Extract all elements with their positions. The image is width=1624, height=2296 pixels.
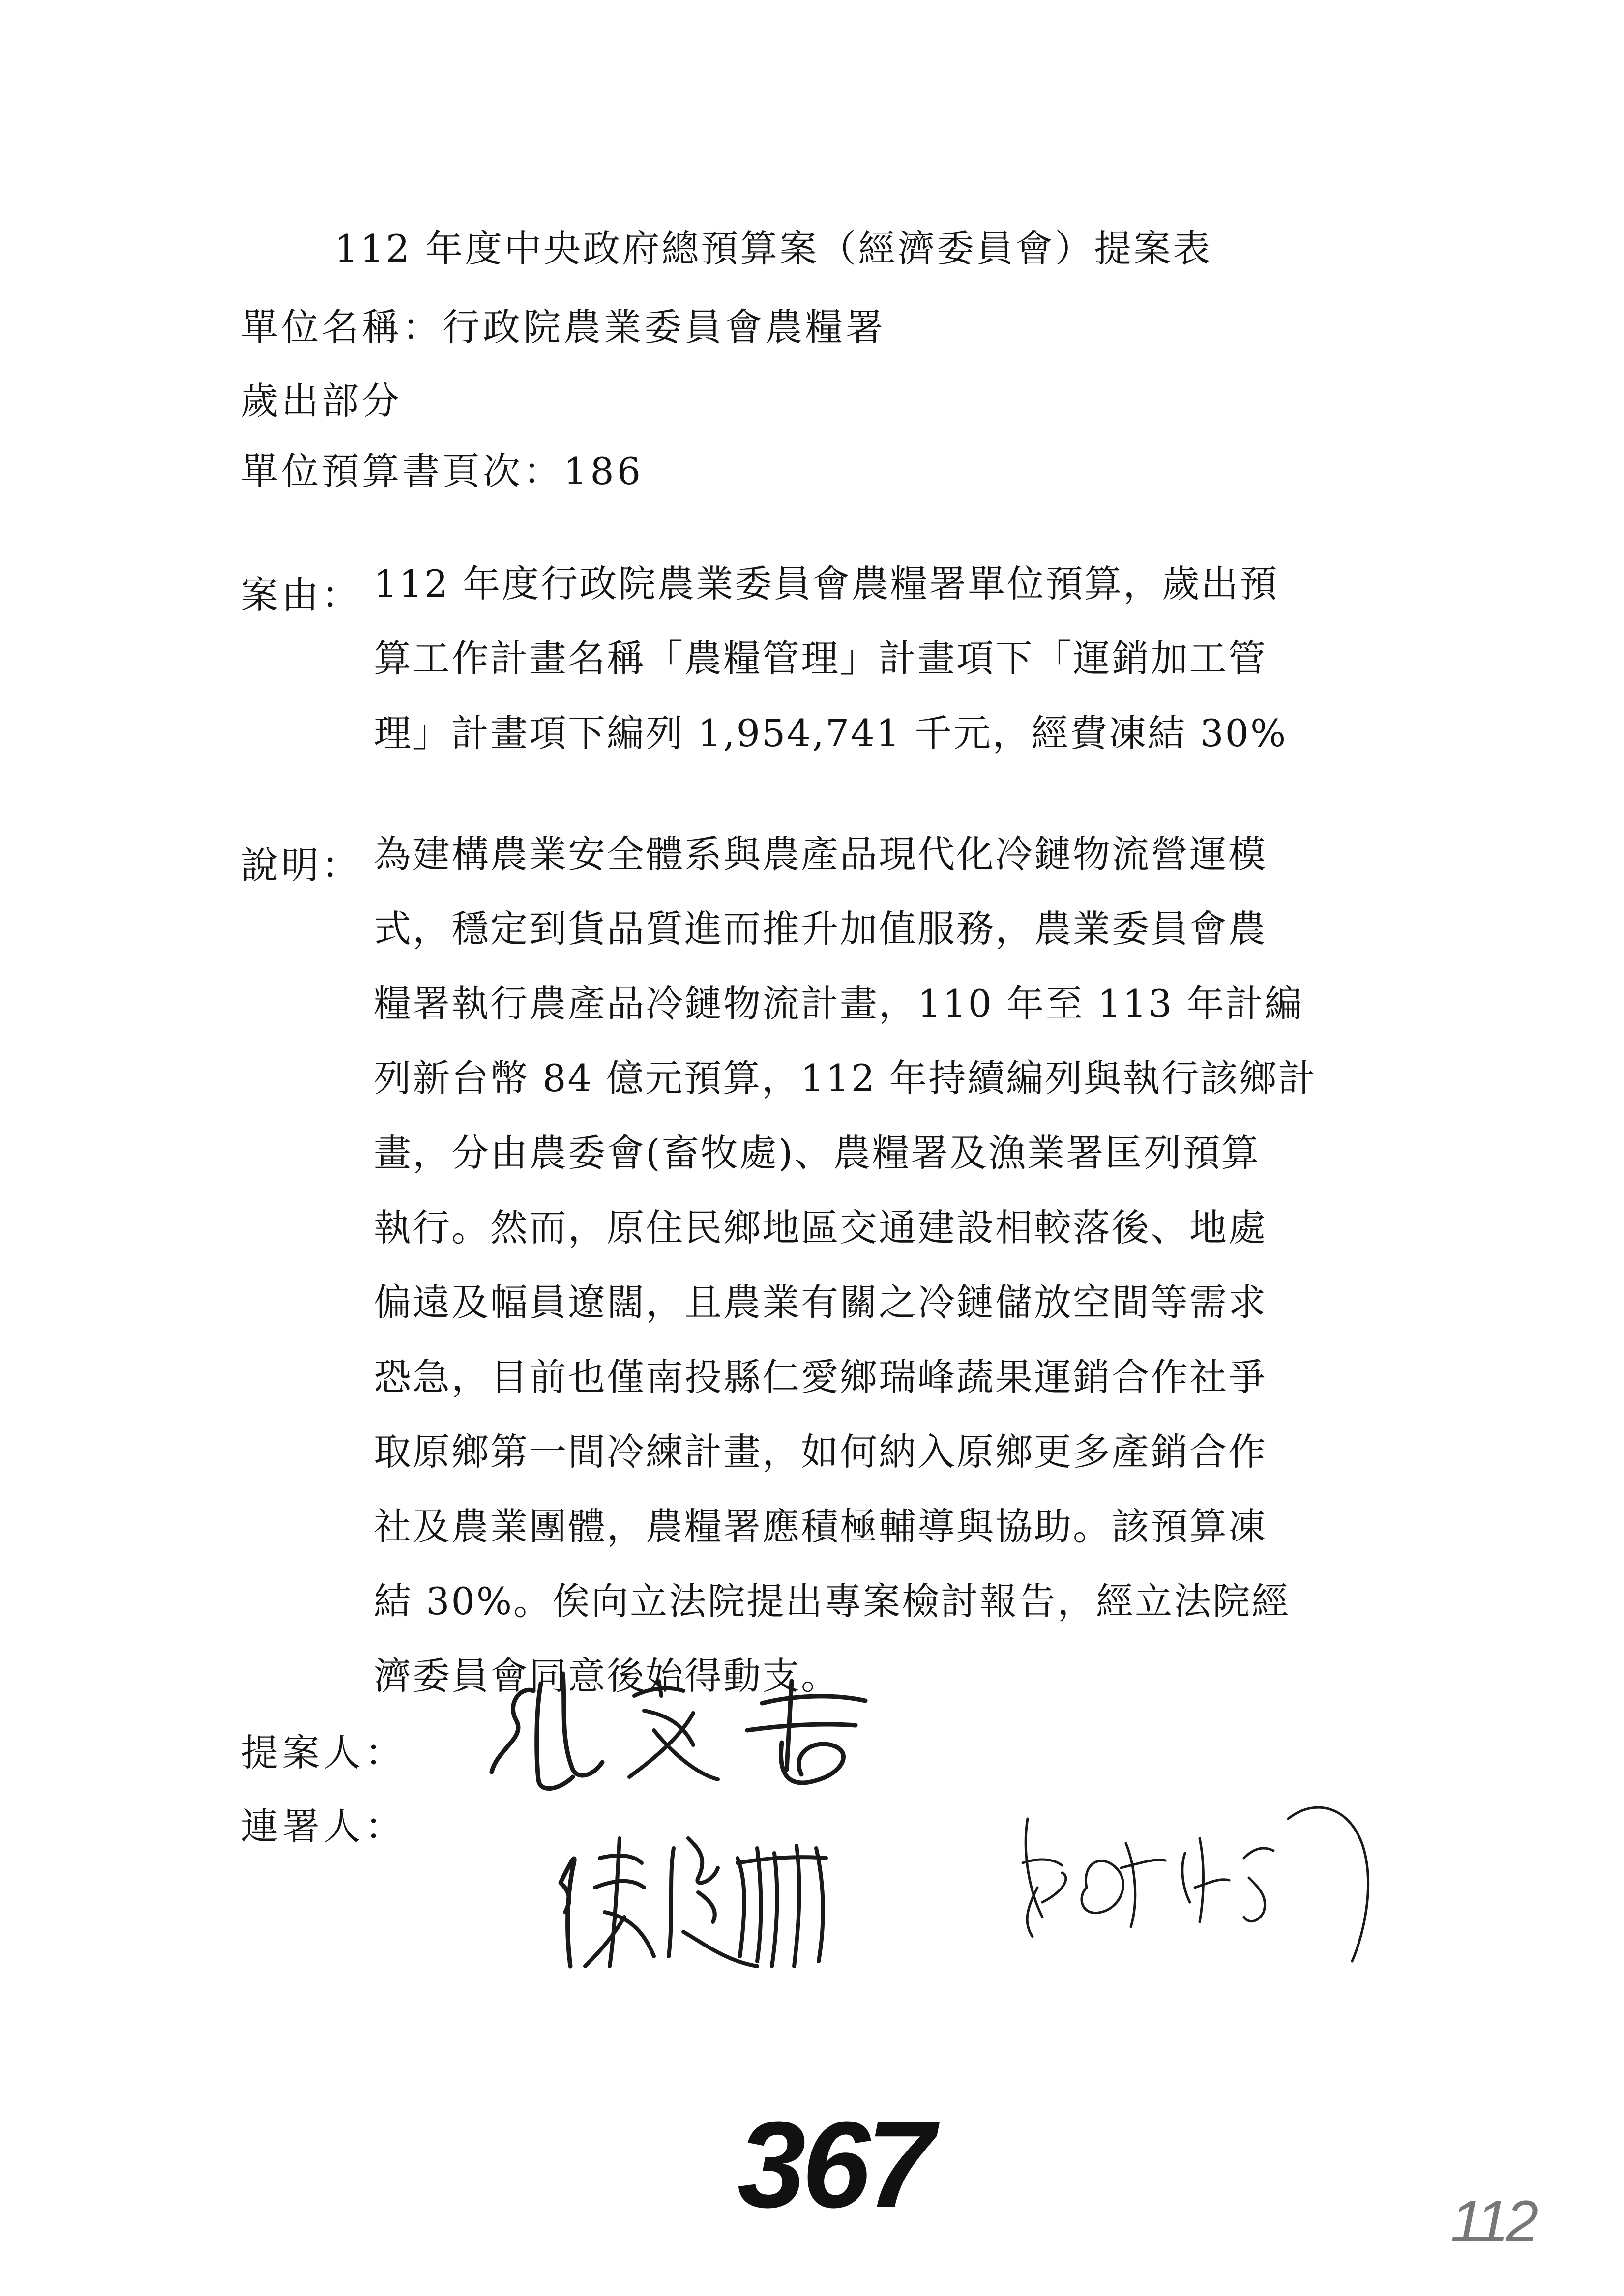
explanation-line: 畫，分由農委會(畜牧處)、農糧署及漁業署匡列預算 [374, 1131, 1261, 1175]
sheet-number: 112 [1450, 2188, 1536, 2254]
case-line: 算工作計畫名稱「農糧管理」計畫項下「運銷加工管 [374, 637, 1267, 680]
cosigner-1-signature [551, 1819, 905, 1996]
explanation-line: 濟委員會同意後始得動支。 [374, 1654, 840, 1698]
proposer-signature [487, 1657, 919, 1804]
explanation-line: 社及農業團體，農糧署應積極輔導與協助。該預算凍 [374, 1505, 1267, 1548]
proposer-label: 提案人： [241, 1731, 406, 1774]
explanation-line: 結 30%。俟向立法院提出專案檢討報告，經立法院經 [374, 1579, 1291, 1623]
document-title: 112 年度中央政府總預算案（經濟委員會）提案表 [334, 227, 1212, 270]
explanation-line: 列新台幣 84 億元預算，112 年持續編列與執行該鄉計 [374, 1056, 1317, 1100]
explanation-line: 執行。然而，原住民鄉地區交通建設相較落後、地處 [374, 1206, 1267, 1250]
cosigner-2-signature [1008, 1789, 1382, 1976]
handwritten-page-number: 367 [738, 2096, 931, 2233]
unit-name: 單位名稱：行政院農業委員會農糧署 [241, 305, 886, 349]
explanation-line: 糧署執行農產品冷鏈物流計畫，110 年至 113 年計編 [374, 982, 1303, 1025]
case-line: 112 年度行政院農業委員會農糧署單位預算，歲出預 [374, 562, 1279, 606]
budget-page-ref: 單位預算書頁次：186 [241, 449, 644, 493]
explanation-line: 偏遠及幅員遼闊，且農業有關之冷鏈儲放空間等需求 [374, 1280, 1267, 1324]
explanation-label: 說明： [241, 843, 362, 887]
explanation-line: 式，穩定到貨品質進而推升加值服務，農業委員會農 [374, 907, 1267, 951]
explanation-line: 恐急，目前也僅南投縣仁愛鄉瑞峰蔬果運銷合作社爭 [374, 1355, 1267, 1399]
explanation-line: 取原鄉第一間冷練計畫，如何納入原鄉更多產銷合作 [374, 1430, 1267, 1474]
section-type: 歲出部分 [241, 379, 402, 423]
explanation-line: 為建構農業安全體系與農產品現代化冷鏈物流營運模 [374, 832, 1267, 876]
case-label: 案由： [241, 573, 362, 617]
cosigner-label: 連署人： [241, 1804, 406, 1848]
case-line: 理」計畫項下編列 1,954,741 千元，經費凍結 30% [374, 711, 1288, 755]
